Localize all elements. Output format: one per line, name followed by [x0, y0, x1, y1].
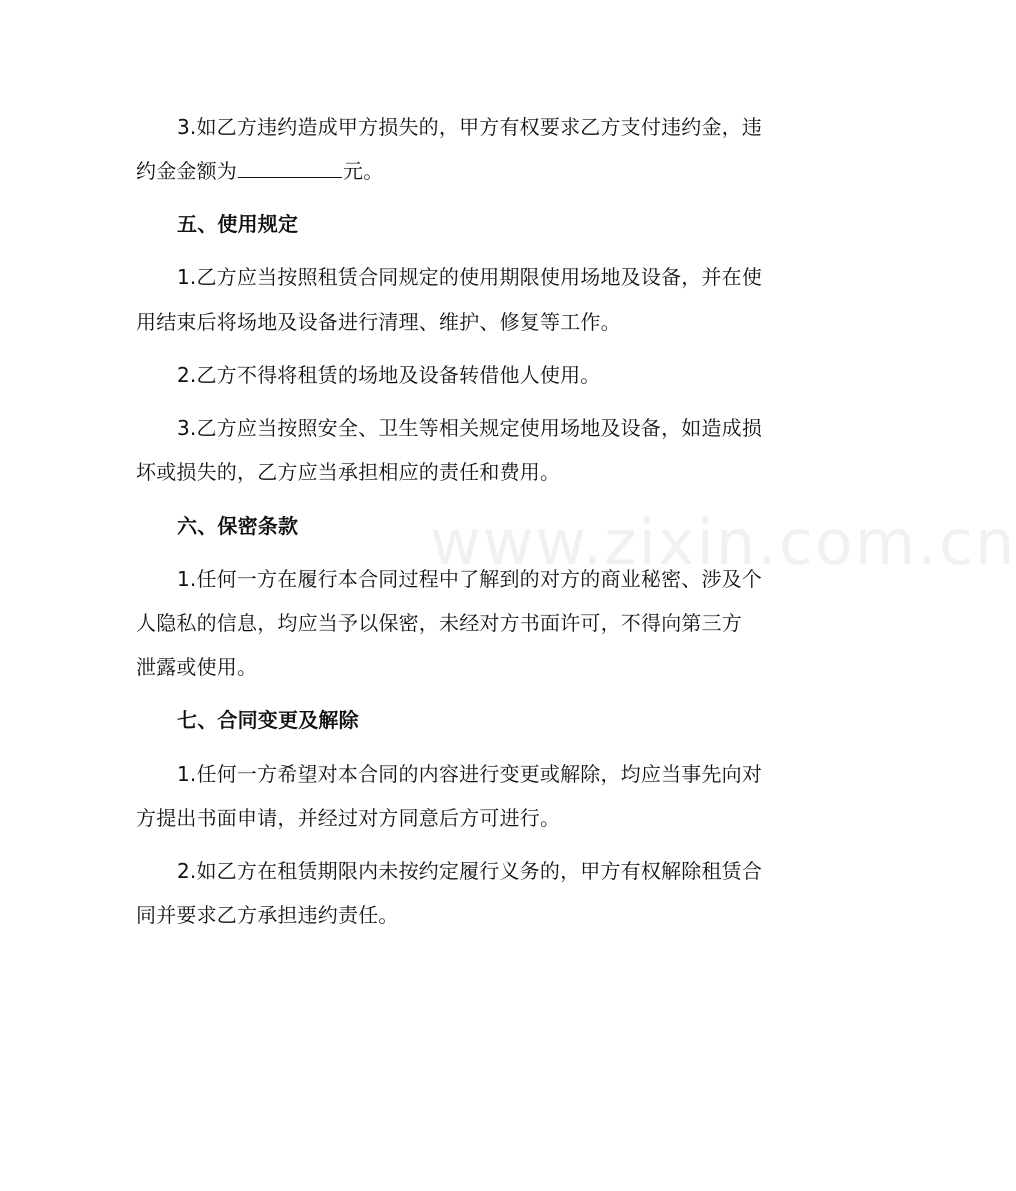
section-5-item-1-line-2: 用结束后将场地及设备进行清理、维护、修复等工作。 — [136, 310, 621, 334]
section-7-heading: 七、合同变更及解除 — [177, 708, 359, 732]
section-6-item-1-line-3: 泄露或使用。 — [136, 655, 258, 679]
section-6-item-1-line-2: 人隐私的信息，均应当予以保密，未经对方书面许可，不得向第三方 — [136, 611, 742, 635]
section-5-item-3-line-1: 3.乙方应当按照安全、卫生等相关规定使用场地及设备，如造成损 — [177, 416, 763, 440]
penalty-amount-suffix: 元。 — [343, 159, 384, 183]
section-7-item-1-line-2: 方提出书面申请，并经过对方同意后方可进行。 — [136, 806, 561, 830]
clause-3-penalty-line-1: 3.如乙方违约造成甲方损失的，甲方有权要求乙方支付违约金，违 — [177, 115, 763, 139]
penalty-amount-blank — [238, 159, 342, 178]
section-7-item-2-line-1: 2.如乙方在租赁期限内未按约定履行义务的，甲方有权解除租赁合 — [177, 859, 763, 883]
section-5-item-1-line-1: 1.乙方应当按照租赁合同规定的使用期限使用场地及设备，并在使 — [177, 265, 763, 289]
section-7-item-2-line-2: 同并要求乙方承担违约责任。 — [136, 903, 399, 927]
section-6-item-1-line-1: 1.任何一方在履行本合同过程中了解到的对方的商业秘密、涉及个 — [177, 567, 763, 591]
penalty-amount-prefix: 约金金额为 — [136, 159, 237, 183]
section-6-heading: 六、保密条款 — [177, 514, 299, 538]
section-5-item-3-line-2: 坏或损失的，乙方应当承担相应的责任和费用。 — [136, 460, 561, 484]
section-7-item-1-line-1: 1.任何一方希望对本合同的内容进行变更或解除，均应当事先向对 — [177, 762, 763, 786]
section-5-heading: 五、使用规定 — [177, 212, 299, 236]
clause-3-penalty-line-2 — [136, 159, 383, 183]
watermark: www.zixin.com.cn — [430, 506, 1016, 579]
section-5-item-2-line-1: 2.乙方不得将租赁的场地及设备转借他人使用。 — [177, 363, 601, 387]
